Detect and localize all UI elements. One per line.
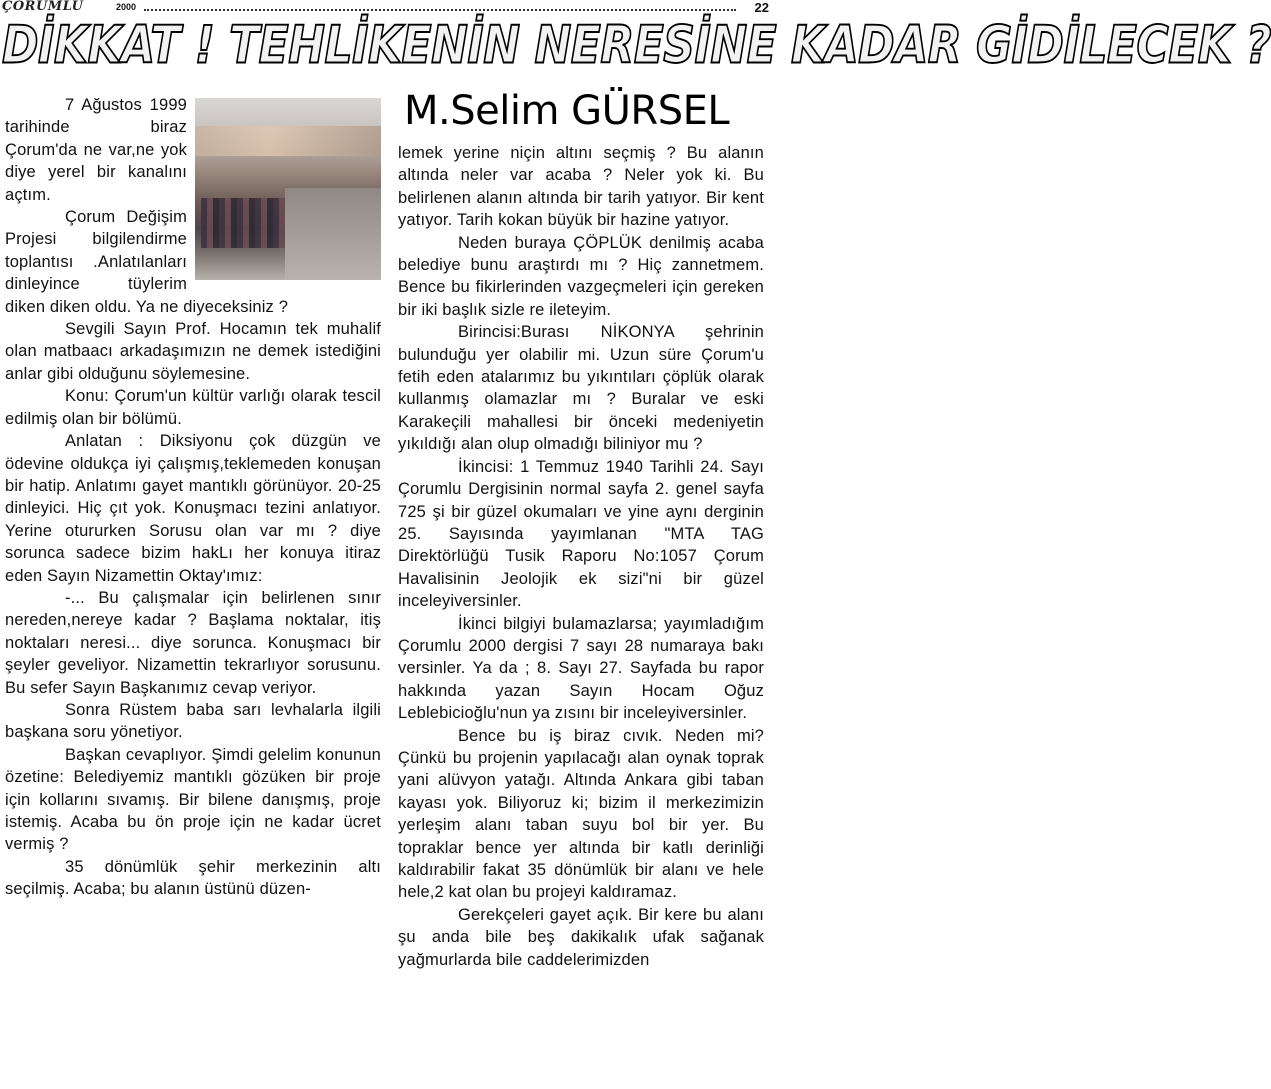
paragraph: Neden buraya ÇÖPLÜK denilmiş acaba belediye bunu araştırdı mı ? Hiç zannetmem. Bence bu fikirlerinden vazgeçmeleri için gereken bir iki başlık sizle re ileteyim.	[398, 233, 764, 319]
left-column	[5, 94, 381, 1089]
paragraph: Gerekçeleri gayet açık. Bir kere bu alanı şu anda bile beş dakikalık ufak sağanak yağmurlarda bile caddelerimizden	[398, 905, 764, 969]
article-headline: DİKKAT ! TEHLİKENİN NERESİNE KADAR GİDİLECEK ?	[2, 15, 1271, 76]
paragraph: İkincisi: 1 Temmuz 1940 Tarihli 24. Sayı Çorumlu Dergisinin normal sayfa 2. genel sayfa 725 şi bir güzel okumaları ve yine aynı derginin 25. Sayısında yayımlanan "MTA TAG Direktörlüğü Tusik Raporu No:1057 Çorum Havalisinin Jeolojik ek sizi"ni bir güzel inceleyiversinler.	[398, 457, 764, 611]
author-name: M.Selim GÜRSEL	[404, 88, 730, 134]
right-column	[398, 142, 764, 1089]
paragraph: -... Bu çalışmalar için belirlenen sınır nereden,nereye kadar ? Başlama noktalar, itiş noktaları neresi... diye sorunca. Konuşmacı bir şeyler geveliyor. Nizamettin tekrarlıyor sorusunu. Bu sefer Sayın Başkanımız cevap veriyor.	[5, 588, 381, 697]
page-number: 22	[754, 0, 769, 15]
paragraph: lemek yerine niçin altını seçmiş ? Bu alanın altında neler var acaba ? Neler yok ki. Bu belirlenen alanın altında bir tarih yatıyor. Bir kent yatıyor. Tarih kokan büyük bir hazine yatıyor.	[398, 144, 764, 230]
paragraph: Sonra Rüstem baba sarı levhalarla ilgili başkana soru yönetiyor.	[5, 700, 381, 742]
paragraph: Konu: Çorum'un kültür varlığı olarak tescil edilmiş olan bir bölümü.	[5, 387, 381, 428]
paragraph: Birincisi:Burası NİKONYA şehrinin bulunduğu yer olabilir mi. Uzun süre Çorum'u fetih eden atalarımız bu yıkıntıları çöplük olarak kullanmış olamazlar mı ? Buralar ve eski Karakeçili mahallesi bir önceki medeniyetin yıkıldığı alan olup olmadığı biliniyor mu ?	[398, 323, 764, 454]
paragraph: Sevgili Sayın Prof. Hocamın tek muhalif olan matbaacı arkadaşımızın ne demek istediğini anlar gibi olduğunu söylemesine.	[5, 320, 381, 383]
paragraph: Çorum Değişim Projesi bilgilendirme toplantısı .Anlatılanları dinleyince tüylerim diken diken oldu. Ya ne diyeceksiniz ?	[5, 208, 289, 316]
paragraph: 7 Ağustos 1999 tarihinde biraz Çorum'da ne var,ne yok diye yerel bir kanalını açtım.	[5, 96, 187, 204]
paragraph: İkinci bilgiyi bulamazlarsa; yayımladığım Çorumlu 2000 dergisi 7 sayı 28 numaraya bakı versinler. Ya da ; 8. Sayı 27. Sayfada bu rapor hakkında yazan Sayın Hocam Oğuz Leblebicioğlu'nun ya zısını bir inceleyiversinler.	[398, 614, 764, 723]
issue-year: 2000	[116, 2, 137, 12]
paragraph: Anlatan : Diksiyonu çok düzgün ve ödevine oldukça iyi çalışmış,teklemeden konuşan bir hatip. Anlatımı gayet mantıklı görünüyor. 20-25 dinleyici. Hiç çıt yok. Konuşmacı tezini anlatıyor. Yerine otururken Sorusu olan var mı ? diye sorunca sadece bizim hakLı her konuya itiraz eden Sayın Nizamettin Oktay'ımız:	[5, 432, 381, 585]
photo-awning	[195, 126, 381, 156]
paragraph: Başkan cevaplıyor. Şimdi gelelim konunun özetine: Belediyemiz mantıklı gözüken bir proje için kollarını sıvamış. Bir bilene danışmış, proje istemiş. Acaba bu ön proje için ne kadar ücret vermiş ?	[5, 745, 381, 854]
photo-street	[285, 188, 381, 280]
paragraph: 35 dönümlük şehir merkezinin altı seçilmiş. Acaba; bu alanın üstünü düzen-	[5, 857, 381, 899]
magazine-logo: ÇORUMLU	[2, 0, 84, 14]
paragraph: Bence bu iş biraz cıvık. Neden mi? Çünkü bu projenin yapılacağı alan oynak toprak yani alüvyon yatağı. Altında Ankara gibi taban kayası yok. Biliyoruz ki; bizim il merkezimizin yerleşim alanı taban suyu bol bir yer. Bu topraklar bence yer altında bir katlı derinliği kaldırabilir fakat 35 dönümlük bir alanı ve hele hele,2 kat olan bu projeyi kaldıramaz.	[398, 726, 764, 902]
bazaar-photo	[195, 98, 381, 280]
